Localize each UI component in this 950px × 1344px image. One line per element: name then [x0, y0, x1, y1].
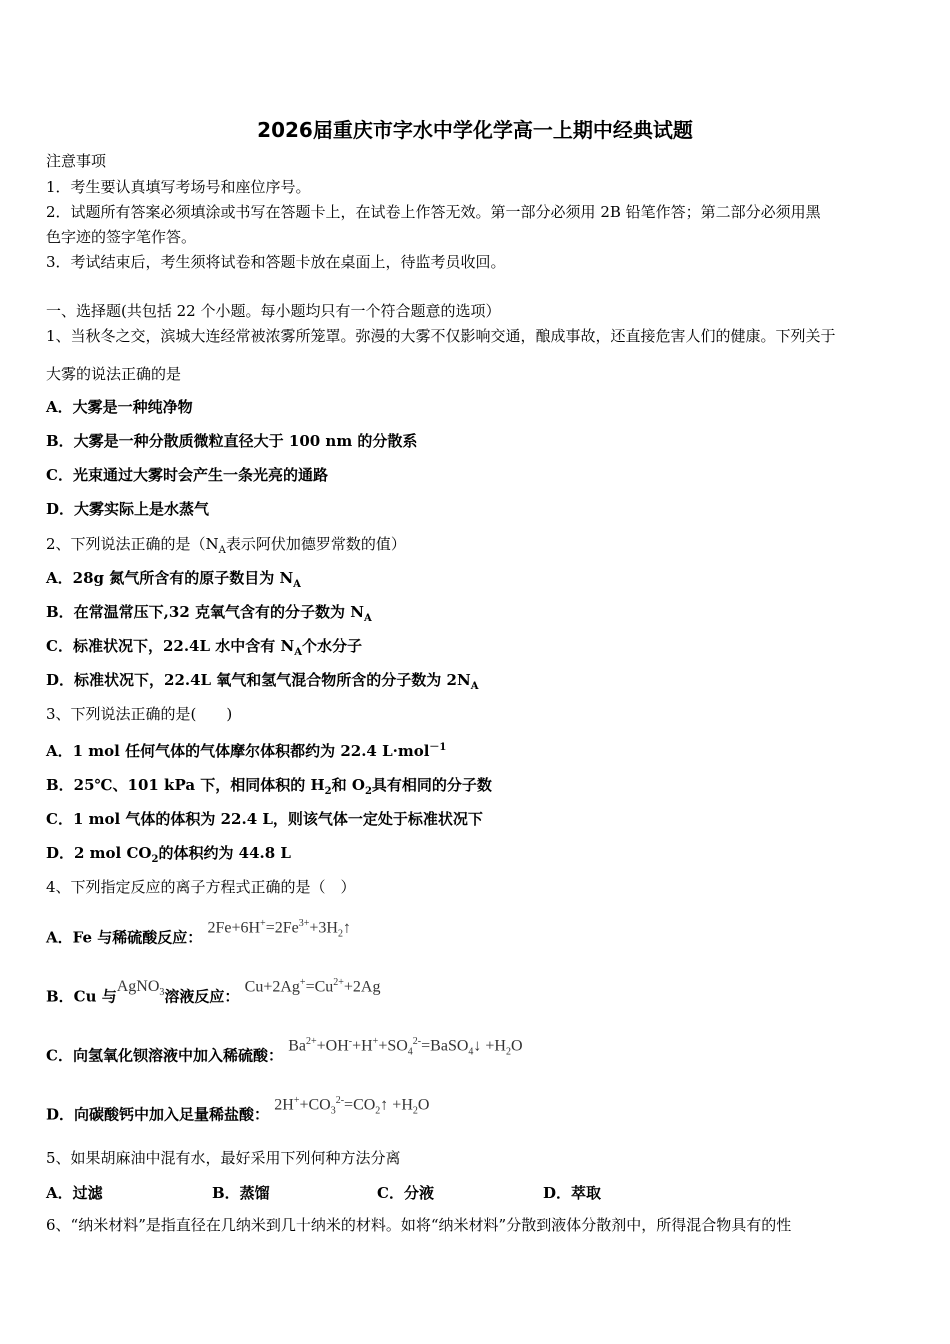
q4-b-equation: $Cu+2Ag^+=Cu^{2+}+2Ag$: [244, 977, 381, 996]
q4-c-equation: $Ba^{2+}+OH^-+H^++SO_4^{2-}=BaSO_4↓ +H_2O$: [288, 1036, 523, 1058]
notice-item-1: 1．考生要认真填写考场号和座位序号。: [46, 178, 311, 196]
notice-heading: 注意事项: [46, 152, 107, 170]
q2-option-d: D．标准状况下，22.4L 氧气和氢气混合物所含的分子数为 $2N_A$: [46, 671, 479, 692]
q1-stem-line2: 大雾的说法正确的是: [46, 365, 182, 383]
notice-item-3: 3．考试结束后，考生须将试卷和答题卡放在桌面上，待监考员收回。: [46, 253, 506, 271]
q5-option-d: D．萃取: [543, 1184, 602, 1202]
q5-option-b: B．蒸馏: [212, 1184, 270, 1202]
q5-option-c: C．分液: [377, 1184, 434, 1202]
q4-stem: 4、下列指定反应的离子方程式正确的是（ ）: [46, 878, 356, 896]
q2-option-b: B．在常温常压下,32 克氧气含有的分子数为 $N_A$: [46, 603, 372, 624]
q2-option-c: C．标准状况下，22.4L 水中含有 $N_A$个水分子: [46, 637, 362, 658]
q4-a-equation: $2Fe+6H^+=2Fe^{3+}+3H_2↑$: [207, 918, 351, 940]
q4-option-d: D．向碳酸钙中加入足量稀盐酸： $2H^++CO_3^{2-}=CO_2↑ +H_2O$: [46, 1102, 429, 1131]
notice-item-2: 2．试题所有答案必须填涂或书写在答题卡上，在试卷上作答无效。第一部分必须用 2B 铅笔作答；第二部分必须用黑: [46, 203, 821, 221]
q1-option-c: C．光束通过大雾时会产生一条光亮的通路: [46, 466, 328, 484]
q1-option-b: B．大雾是一种分散质微粒直径大于 100 nm 的分散系: [46, 432, 418, 450]
q5-stem: 5、如果胡麻油中混有水，最好采用下列何种方法分离: [46, 1149, 401, 1167]
q4-option-a: A．Fe 与稀硫酸反应： $2Fe+6H^+=2Fe^{3+}+3H_2↑$: [46, 925, 351, 954]
q3-option-b: B．25℃、101 kPa 下，相同体积的 $H_2$和 $O_2$具有相同的分子数: [46, 776, 492, 797]
q1-option-d: D．大雾实际上是水蒸气: [46, 500, 210, 518]
section-heading: 一、选择题(共包括 22 个小题。每小题均只有一个符合题意的选项）: [46, 302, 501, 320]
q4-option-c: C．向氢氧化钡溶液中加入稀硫酸： $Ba^{2+}+OH^-+H^++SO_4^{2-}=BaSO_4↓ +H_2O$: [46, 1043, 523, 1072]
q3-option-c: C．1 mol 气体的体积为 22.4 L，则该气体一定处于标准状况下: [46, 810, 483, 828]
q2-stem: 2、下列说法正确的是（$N_A$表示阿伏加德罗常数的值）: [46, 535, 406, 556]
notice-item-2-cont: 色字迹的签字笔作答。: [46, 228, 197, 246]
page-title: 2026届重庆市字水中学化学高一上期中经典试题: [257, 118, 693, 142]
q3-option-d: D．2 mol $CO_2$的体积约为 44.8 L: [46, 844, 291, 865]
q4-b-reagent: AgNO$_3$: [116, 978, 165, 999]
q4-d-equation: $2H^++CO_3^{2-}=CO_2↑ +H_2O$: [274, 1095, 430, 1117]
q5-option-a: A．过滤: [46, 1184, 103, 1202]
q3-option-a: A．1 mol 任何气体的气体摩尔体积都约为 22.4 L·mol$^{-1}$: [46, 742, 447, 760]
q4-option-b: B．Cu 与AgNO$_3$溶液反应： $Cu+2Ag^+=Cu^{2+}+2Ag$: [46, 984, 380, 1013]
q1-option-a: A．大雾是一种纯净物: [46, 398, 193, 416]
q2-option-a: A．28g 氮气所含有的原子数目为 $N_A$: [46, 569, 301, 590]
q1-stem-line1: 1、当秋冬之交，滨城大连经常被浓雾所笼罩。弥漫的大雾不仅影响交通，酿成事故，还直接危害人们的健康。下列关于: [46, 327, 836, 345]
q3-stem: 3、下列说法正确的是( ): [46, 705, 233, 723]
q6-stem: 6、“纳米材料”是指直径在几纳米到几十纳米的材料。如将“纳米材料”分散到液体分散剂中，所得混合物具有的性: [46, 1216, 792, 1234]
